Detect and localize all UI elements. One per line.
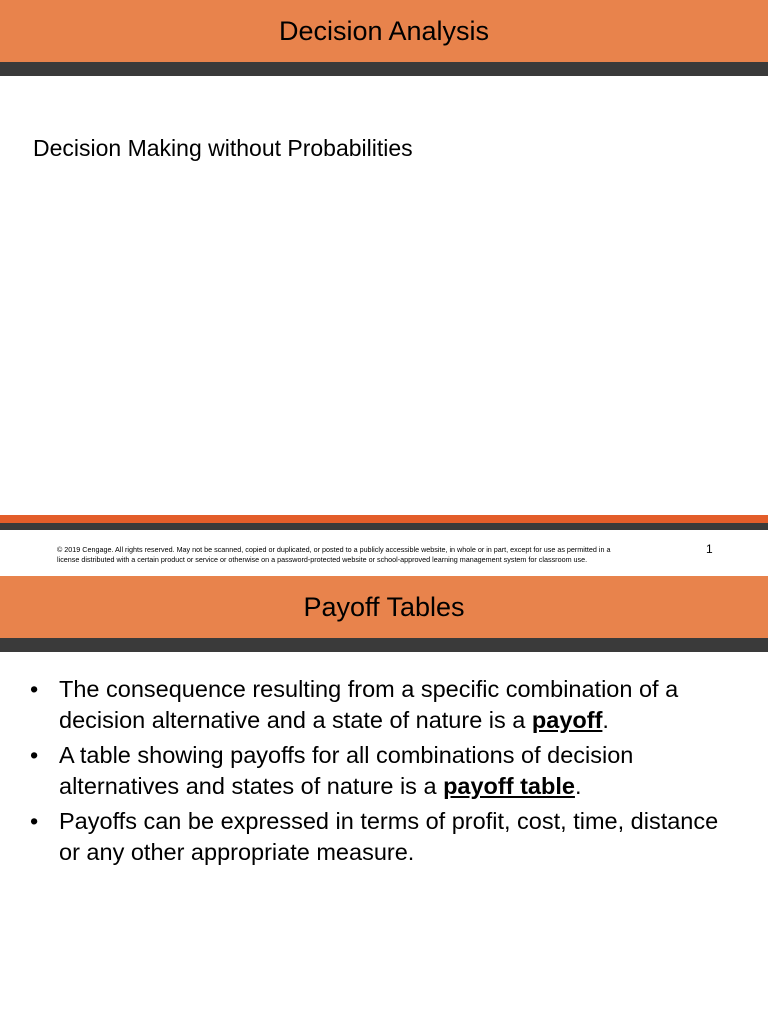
bullet-item <box>30 806 740 868</box>
bullet-list <box>30 674 740 872</box>
title-underline-bar <box>0 62 768 76</box>
slide-subtitle: Decision Making without Probabilities <box>33 135 413 161</box>
title-underline-bar <box>0 638 768 652</box>
bullet-text: A table showing payoffs for all combinations of decision alternatives and states of nature is a <box>59 742 634 799</box>
bullet-punctuation: . <box>574 773 582 799</box>
bullet-item <box>30 740 740 802</box>
slide-2 <box>0 576 768 1024</box>
footer-accent-bar <box>0 515 768 523</box>
bullet-text: Payoffs can be expressed in terms of profit, cost, time, distance or any other appropriate measure. <box>59 808 719 865</box>
bullet-punctuation: . <box>602 707 609 733</box>
copyright-line-2: license distributed with a certain product or service or otherwise on a password-protected website or school-approved learning management system for classroom use. <box>57 555 588 564</box>
bullet-text: The consequence resulting from a specific combination of a decision alternative and a state of nature is a <box>59 676 679 733</box>
bullet-icon: • <box>30 742 39 768</box>
key-term: payoff table <box>443 773 575 799</box>
bullet-item <box>30 674 740 736</box>
slide-title: Decision Analysis <box>0 0 768 62</box>
slide-title: Payoff Tables <box>0 576 768 638</box>
bullet-icon: • <box>30 808 39 834</box>
footer-dark-bar <box>0 523 768 530</box>
bullet-icon: • <box>30 676 39 702</box>
copyright-notice <box>57 545 717 565</box>
copyright-line-1: © 2019 Cengage. All rights reserved. May not be scanned, copied or duplicated, or posted to a publicly accessible website, in whole or in part, except for use as permitted in a <box>57 545 611 554</box>
page-number: 1 <box>706 542 713 556</box>
key-term: payoff <box>531 707 603 733</box>
